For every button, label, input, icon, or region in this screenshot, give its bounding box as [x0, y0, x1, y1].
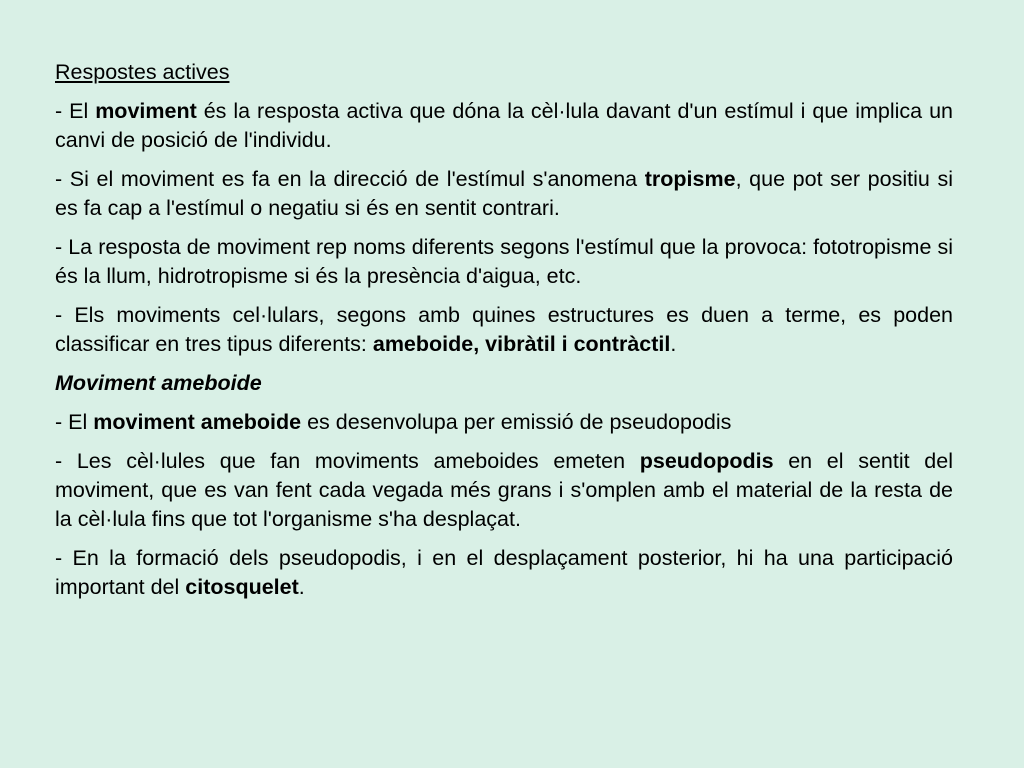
- text-run: - La resposta de moviment rep noms diferents segons l'estímul que la provoca: fototropisme si és la llum, hidrotropisme si és la presència d'aigua, etc.: [55, 235, 953, 288]
- text-run: - Si el moviment es fa en la direcció de l'estímul s'anomena: [55, 167, 645, 191]
- text-run: .: [670, 332, 677, 356]
- bold-term-tipus: ameboide, vibràtil i contràctil: [372, 332, 671, 356]
- text-run: en el sentit del moviment, que es van fent cada vegada més grans i s'omplen amb el material de la resta de la cèl·lula fins que tot l'organisme s'ha desplaçat.: [55, 449, 953, 531]
- text-run: - En la formació dels pseudopodis, i en el desplaçament posterior, hi ha una participació important del: [55, 546, 953, 599]
- text-run: - Les cèl·lules que fan moviments ameboides emeten: [55, 449, 640, 473]
- section-heading-moviment-ameboide: [55, 369, 953, 398]
- paragraph-pseudopodis: [55, 447, 953, 534]
- paragraph-moviments-cellulars: [55, 301, 953, 359]
- text-run: - El: [55, 410, 94, 434]
- bold-term-moviment: moviment: [95, 99, 197, 123]
- text-run: - Els moviments cel·lulars, segons amb quines estructures es duen a terme, es poden classificar en tres tipus diferents:: [55, 303, 953, 356]
- paragraph-ameboide-definition: [55, 408, 953, 437]
- text-run: , que pot ser positiu si es fa cap a l'estímul o negatiu si és en sentit contrari.: [55, 167, 953, 220]
- paragraph-tropisme: [55, 165, 953, 223]
- paragraph-resposta-noms: [55, 233, 953, 291]
- bold-term-pseudopodis: pseudopodis: [639, 449, 774, 473]
- text-run: és la resposta activa que dóna la cèl·lula davant d'un estímul i que implica un canvi de posició de l'individu.: [55, 99, 953, 152]
- slide-content: [55, 58, 953, 612]
- heading-text: Moviment ameboide: [55, 371, 262, 395]
- bold-term-tropisme: tropisme: [644, 167, 736, 191]
- paragraph-moviment-definition: [55, 97, 953, 155]
- heading-text: Respostes actives: [55, 60, 230, 84]
- section-heading-respostes-actives: [55, 58, 953, 87]
- bold-term-citosquelet: citosquelet: [185, 575, 299, 599]
- text-run: - El: [55, 99, 96, 123]
- text-run: es desenvolupa per emissió de pseudopodis: [301, 410, 732, 434]
- paragraph-citosquelet: [55, 544, 953, 602]
- bold-term-moviment-ameboide: moviment ameboide: [93, 410, 302, 434]
- text-run: .: [298, 575, 305, 599]
